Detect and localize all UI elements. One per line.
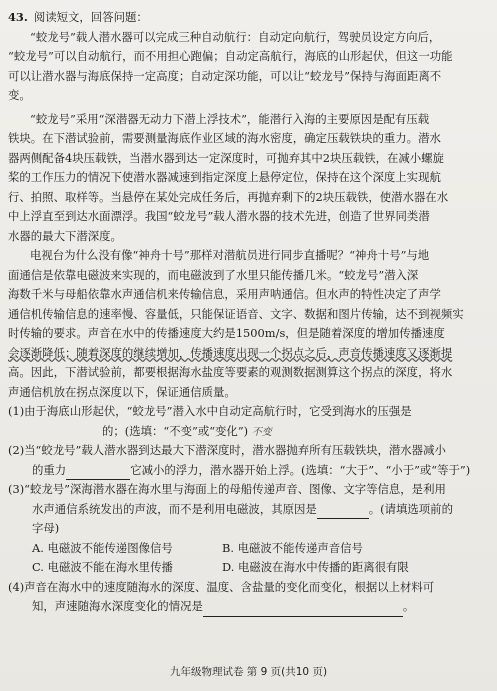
passage-line: “蛟龙号”采用“深潜器无动力下潜上浮技术”，能潜行入海的主要原因是配有压载 <box>30 111 430 126</box>
passage-line: 会逐渐降低；随着深度的继续增加，传播速度出现一个拐点之后，声音传播速度又逐渐提 <box>8 345 453 360</box>
passage-line: 铁块。在下潜试验前，需要测量海底作业区域的海水密度，确定压载铁块的重力。潜水 <box>8 131 441 145</box>
passage-line: 面通信是依靠电磁波来实现的，而电磁波到了水里只能传播几米。“蛟龙号”潜入深 <box>8 267 419 282</box>
option-d: D. 电磁波在海水中传播的距离很有限 <box>222 560 409 574</box>
question-number: 43. <box>8 10 28 24</box>
subquestion-4-answer-line: 知，声速随海水深度变化的情况是 。 <box>8 597 488 617</box>
subquestion-4: (4)声音在海水中的速度随海水的深度、温度、含盐量的变化而变化，根据以上材料可 <box>8 579 435 594</box>
page-footer: 九年级物理试卷 第 9 页(共10 页) <box>169 666 328 678</box>
answer-blank-1[interactable] <box>32 427 102 441</box>
subquestion-2-text-b: 它减小的浮力，潜水器开始上浮。(选填：“大于”、“小于”或“等于”) <box>130 462 471 477</box>
passage-line: “蛟龙号”载人潜水器可以完成三种自动航行：自动定向航行，驾驶员设定方向后， <box>30 29 441 44</box>
options-row-2 <box>8 558 488 578</box>
passage-line: 时传输的要求。声音在水中的传播速度大约是1500m/s，但是随着深度的增加传播速度 <box>8 326 445 340</box>
passage-line: 电视台为什么没有像“神舟十号”那样对潜航员进行同步直播呢？“神舟十号”与地 <box>30 248 430 262</box>
subquestion-2-text-a: 的重力 <box>32 462 67 477</box>
passage-line: 海数千米与母船依靠水声通信机来传输信息，采用声呐通信。但水声的特性决定了声学 <box>8 287 441 301</box>
passage-line: 中上浮直至到达水面漂浮。我国“蛟龙号”载人潜水器的技术先进，创造了世界同类潜 <box>8 209 430 223</box>
passage-line: 器两侧配备4块压载铁，当潜水器到达一定深度时，可抛弃其中2块压载铁，在减小螺旋 <box>8 150 444 165</box>
options-row-1 <box>8 539 488 559</box>
passage-line: “蛟龙号”可以自动航行，而不用担心跑偏；自动定高航行，海底的山形起伏，但这一功能 <box>8 49 453 63</box>
option-b: B. 电磁波不能传递声音信号 <box>222 540 363 555</box>
subquestion-3-suffix: 字母) <box>32 521 60 535</box>
question-prompt: 阅读短文，回答问题： <box>33 10 148 24</box>
passage-line: 高。因此，下潜试验前，都要根据海水盐度等要素的观测数据测算这个拐点的深度，将水 <box>8 365 453 379</box>
subquestion-1-hint: 的；(选填：“不变”或“变化”) <box>102 423 249 438</box>
passage-line: 行、拍照、取样等。当悬停在某处完成任务后，再抛弃剩下的2块压载铁，使潜水器在水 <box>8 189 449 204</box>
subquestion-3-text-b: 。(请填选项前的 <box>368 501 453 516</box>
question-block <box>8 8 488 617</box>
subquestion-4-text: 知，声速随海水深度变化的情况是 <box>32 599 203 613</box>
passage-line: 通信机传输信息的速率慢、容量低，只能保证语音、文字、数据和图片传输，达不到视频实 <box>8 306 464 321</box>
answer-blank-2[interactable] <box>66 465 130 480</box>
subquestion-2: (2)当“蛟龙号”载人潜水器到达最大下潜深度时，潜水器抛弃所有压载铁块，潜水器减小 <box>8 443 446 457</box>
passage-line: 可以让潜水器与海底保持一定高度；自动定深功能，可以让“蛟龙号”保持与海面距离不 <box>8 68 442 83</box>
subquestion-3-answer-line <box>8 500 488 520</box>
option-a: A. 电磁波不能传递图像信号 <box>32 540 173 555</box>
subquestion-3-text-a: 水声通信系统发出的声波，而不是利用电磁波，其原因是 <box>32 501 317 516</box>
question-header <box>8 8 488 28</box>
handwritten-answer-1: 不变 <box>251 426 272 438</box>
subquestion-2-answer-line <box>8 461 488 481</box>
answer-blank-4[interactable] <box>203 602 403 617</box>
subquestion-1: (1)由于海底山形起伏，“蛟龙号”潜入水中自动定高航行时，它受到海水的压强是 <box>8 404 412 418</box>
subquestion-1-answer-line <box>8 422 488 442</box>
passage-line: 水器的最大下潜深度。 <box>8 228 122 243</box>
passage-line: 桨的工作压力的情况下使潜水器减速到指定深度上悬停定位，保持在这个深度上实现航 <box>8 170 441 184</box>
passage-line: 变。 <box>8 88 31 102</box>
passage-line: 声通信机放在拐点深度以下，保证通信质量。 <box>8 384 236 399</box>
answer-blank-3[interactable] <box>317 504 369 519</box>
option-c: C. 电磁波不能在海水里传播 <box>32 560 173 574</box>
subquestion-3: (3)“蛟龙号”深海潜水器在海水里与海面上的母船传递声音、图像、文字等信息，是利用 <box>8 482 446 496</box>
